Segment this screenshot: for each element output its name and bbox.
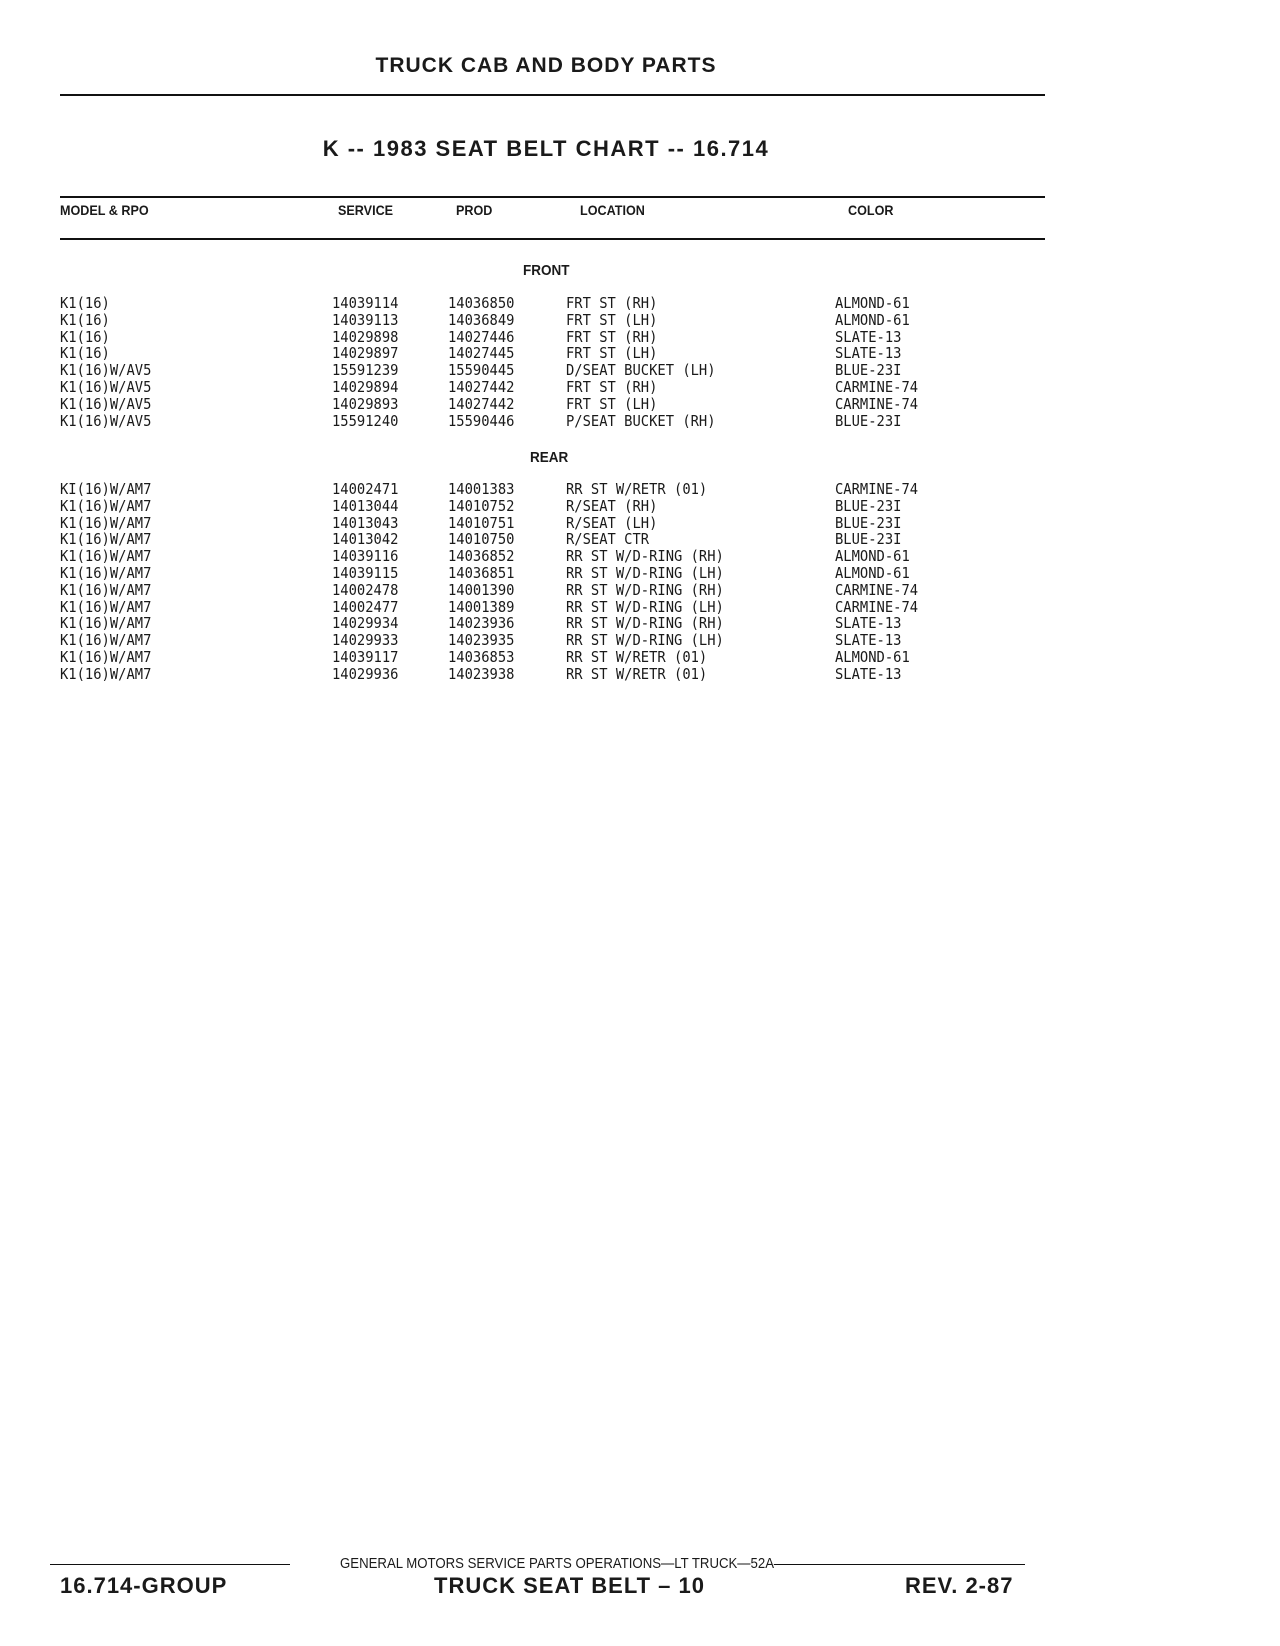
column-header-bottom-rule bbox=[60, 238, 1045, 240]
cell-location: RR ST W/D-RING (LH) bbox=[566, 563, 724, 582]
cell-color: ALMOND-61 bbox=[835, 547, 910, 566]
table-row bbox=[0, 599, 1280, 616]
cell-prod: 14036850 bbox=[448, 294, 515, 312]
cell-color: BLUE-23I bbox=[835, 411, 902, 430]
table-row bbox=[0, 481, 1280, 498]
cell-service: 14002477 bbox=[332, 597, 399, 616]
cell-location: FRT ST (LH) bbox=[566, 310, 658, 329]
table-row bbox=[0, 666, 1280, 683]
cell-prod: 14023936 bbox=[448, 614, 515, 633]
cell-model: KI(16)W/AM7 bbox=[60, 480, 152, 498]
table-row bbox=[0, 615, 1280, 632]
cell-location: RR ST W/D-RING (LH) bbox=[566, 597, 724, 616]
cell-prod: 14036851 bbox=[448, 563, 515, 582]
table-row bbox=[0, 632, 1280, 649]
cell-model: K1(16) bbox=[60, 310, 110, 329]
table-row bbox=[0, 498, 1280, 515]
cell-location: D/SEAT BUCKET (LH) bbox=[566, 361, 716, 380]
cell-model: K1(16) bbox=[60, 344, 110, 363]
cell-model: K1(16)W/AM7 bbox=[60, 513, 152, 532]
cell-model: K1(16)W/AM7 bbox=[60, 580, 152, 599]
cell-location: RR ST W/D-RING (RH) bbox=[566, 580, 724, 599]
cell-location: RR ST W/D-RING (RH) bbox=[566, 614, 724, 633]
cell-service: 14039117 bbox=[332, 647, 399, 666]
footer-revision: REV. 2-87 bbox=[905, 1573, 1014, 1598]
table-row bbox=[0, 295, 1280, 312]
cell-prod: 14027442 bbox=[448, 394, 515, 413]
header-rule bbox=[60, 94, 1045, 96]
cell-color: ALMOND-61 bbox=[835, 563, 910, 582]
column-header-location: LOCATION bbox=[580, 202, 645, 218]
cell-service: 14039116 bbox=[332, 547, 399, 566]
table-row bbox=[0, 531, 1280, 548]
column-header-prod: PROD bbox=[456, 202, 493, 218]
cell-model: K1(16) bbox=[60, 294, 110, 312]
cell-service: 15591240 bbox=[332, 411, 399, 430]
table-row bbox=[0, 329, 1280, 346]
cell-location: RR ST W/D-RING (LH) bbox=[566, 631, 724, 650]
cell-model: K1(16)W/AM7 bbox=[60, 631, 152, 650]
cell-service: 14029893 bbox=[332, 394, 399, 413]
cell-prod: 14001389 bbox=[448, 597, 515, 616]
table-row bbox=[0, 548, 1280, 565]
cell-prod: 14010752 bbox=[448, 496, 515, 515]
cell-model: K1(16)W/AV5 bbox=[60, 361, 152, 380]
cell-model: K1(16) bbox=[60, 327, 110, 346]
column-header-service: SERVICE bbox=[338, 202, 394, 218]
cell-prod: 14001383 bbox=[448, 480, 515, 498]
cell-service: 14029894 bbox=[332, 377, 399, 396]
table-row bbox=[0, 413, 1280, 430]
cell-service: 14013043 bbox=[332, 513, 399, 532]
cell-service: 14029898 bbox=[332, 327, 399, 346]
cell-prod: 15590445 bbox=[448, 361, 515, 380]
table-row bbox=[0, 582, 1280, 599]
cell-prod: 14023935 bbox=[448, 631, 515, 650]
footer-page-title: TRUCK SEAT BELT – 10 bbox=[434, 1573, 705, 1598]
cell-location: FRT ST (RH) bbox=[566, 327, 658, 346]
cell-model: K1(16)W/AM7 bbox=[60, 664, 152, 683]
footer-publisher-text: GENERAL MOTORS SERVICE PARTS OPERATIONS—LT TRUCK—52A bbox=[340, 1555, 775, 1572]
cell-service: 14029897 bbox=[332, 344, 399, 363]
rear-rows bbox=[0, 481, 1280, 683]
cell-service: 14002478 bbox=[332, 580, 399, 599]
table-row bbox=[0, 312, 1280, 329]
cell-location: P/SEAT BUCKET (RH) bbox=[566, 411, 716, 430]
cell-prod: 14036849 bbox=[448, 310, 515, 329]
cell-service: 15591239 bbox=[332, 361, 399, 380]
cell-service: 14029936 bbox=[332, 664, 399, 683]
cell-prod: 14036852 bbox=[448, 547, 515, 566]
cell-model: K1(16)W/AM7 bbox=[60, 547, 152, 566]
cell-model: K1(16)W/AM7 bbox=[60, 530, 152, 549]
column-header-color: COLOR bbox=[848, 202, 894, 218]
cell-prod: 14027442 bbox=[448, 377, 515, 396]
cell-service: 14029934 bbox=[332, 614, 399, 633]
cell-service: 14013044 bbox=[332, 496, 399, 515]
cell-color: CARMINE-74 bbox=[835, 597, 919, 616]
table-row bbox=[0, 345, 1280, 362]
cell-prod: 14010750 bbox=[448, 530, 515, 549]
cell-service: 14039115 bbox=[332, 563, 399, 582]
cell-service: 14039114 bbox=[332, 294, 399, 312]
table-row bbox=[0, 362, 1280, 379]
table-row bbox=[0, 396, 1280, 413]
cell-model: K1(16)W/AM7 bbox=[60, 496, 152, 515]
cell-model: K1(16)W/AV5 bbox=[60, 377, 152, 396]
cell-prod: 14023938 bbox=[448, 664, 515, 683]
cell-color: ALMOND-61 bbox=[835, 310, 910, 329]
cell-location: FRT ST (RH) bbox=[566, 294, 658, 312]
cell-color: BLUE-23I bbox=[835, 513, 902, 532]
cell-color: CARMINE-74 bbox=[835, 394, 919, 413]
table-row bbox=[0, 565, 1280, 582]
table-row bbox=[0, 515, 1280, 532]
cell-service: 14029933 bbox=[332, 631, 399, 650]
cell-color: BLUE-23I bbox=[835, 496, 902, 515]
cell-color: SLATE-13 bbox=[835, 327, 902, 346]
cell-color: ALMOND-61 bbox=[835, 647, 910, 666]
cell-model: K1(16)W/AM7 bbox=[60, 647, 152, 666]
page-header-title: TRUCK CAB AND BODY PARTS bbox=[375, 54, 717, 77]
cell-location: R/SEAT (RH) bbox=[566, 496, 658, 515]
cell-location: FRT ST (LH) bbox=[566, 394, 658, 413]
cell-prod: 14036853 bbox=[448, 647, 515, 666]
cell-color: CARMINE-74 bbox=[835, 480, 919, 498]
cell-model: K1(16)W/AM7 bbox=[60, 597, 152, 616]
cell-service: 14039113 bbox=[332, 310, 399, 329]
cell-location: R/SEAT (LH) bbox=[566, 513, 658, 532]
chart-title: K -- 1983 SEAT BELT CHART -- 16.714 bbox=[322, 136, 770, 161]
footer-group: 16.714-GROUP bbox=[60, 1573, 228, 1598]
cell-location: FRT ST (RH) bbox=[566, 377, 658, 396]
cell-location: RR ST W/RETR (01) bbox=[566, 480, 708, 498]
cell-color: BLUE-23I bbox=[835, 361, 902, 380]
column-header-model: MODEL & RPO bbox=[60, 202, 149, 218]
table-row bbox=[0, 379, 1280, 396]
cell-color: SLATE-13 bbox=[835, 664, 902, 683]
cell-color: SLATE-13 bbox=[835, 344, 902, 363]
cell-service: 14002471 bbox=[332, 480, 399, 498]
cell-service: 14013042 bbox=[332, 530, 399, 549]
cell-color: SLATE-13 bbox=[835, 614, 902, 633]
cell-model: K1(16)W/AM7 bbox=[60, 614, 152, 633]
cell-color: SLATE-13 bbox=[835, 631, 902, 650]
cell-location: RR ST W/D-RING (RH) bbox=[566, 547, 724, 566]
cell-location: R/SEAT CTR bbox=[566, 530, 650, 549]
cell-prod: 14027446 bbox=[448, 327, 515, 346]
cell-location: RR ST W/RETR (01) bbox=[566, 647, 708, 666]
cell-color: CARMINE-74 bbox=[835, 377, 919, 396]
cell-model: K1(16)W/AV5 bbox=[60, 411, 152, 430]
cell-prod: 14001390 bbox=[448, 580, 515, 599]
section-label-front: FRONT bbox=[523, 262, 570, 279]
footer-rule bbox=[50, 1555, 1020, 1573]
front-rows bbox=[0, 295, 1280, 429]
cell-location: FRT ST (LH) bbox=[566, 344, 658, 363]
cell-location: RR ST W/RETR (01) bbox=[566, 664, 708, 683]
cell-color: ALMOND-61 bbox=[835, 294, 910, 312]
cell-color: BLUE-23I bbox=[835, 530, 902, 549]
cell-prod: 14027445 bbox=[448, 344, 515, 363]
table-row bbox=[0, 649, 1280, 666]
cell-prod: 15590446 bbox=[448, 411, 515, 430]
cell-color: CARMINE-74 bbox=[835, 580, 919, 599]
cell-model: K1(16)W/AV5 bbox=[60, 394, 152, 413]
section-label-rear: REAR bbox=[530, 449, 569, 466]
column-header-top-rule bbox=[60, 196, 1045, 198]
cell-prod: 14010751 bbox=[448, 513, 515, 532]
cell-model: K1(16)W/AM7 bbox=[60, 563, 152, 582]
